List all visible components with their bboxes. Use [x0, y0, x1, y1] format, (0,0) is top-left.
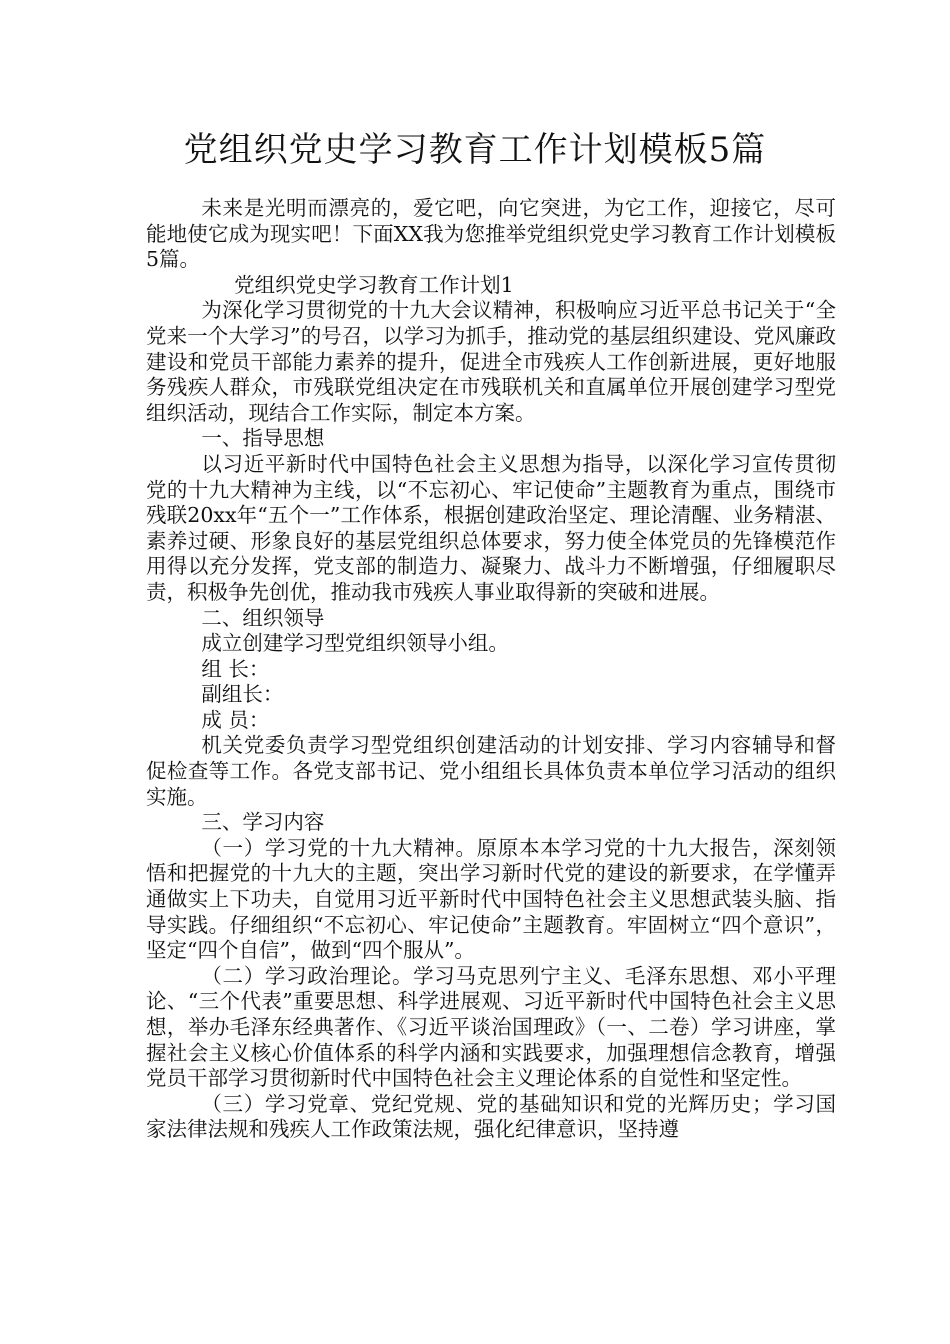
- document-title: 党组织党史学习教育工作计划模板5篇: [183, 130, 767, 170]
- body-paragraph: 一、指导思想: [201, 426, 325, 451]
- body-paragraph: 以习近平新时代中国特色社会主义思想为指导，以深化学习宣传贯彻党的十九大精神为主线，以“不忘初心、牢记使命”主题教育为重点，围绕市残联20xx年“五个一”工作体系，根据创建政治坚定、理论清醒、业务精湛、素养过硬、形象良好的基层党组织总体要求，努力使全体党员的先锋模范作用得以充分发挥，党支部的制造力、凝聚力、战斗力不断增强，仔细履职尽责，积极争先创优，推动我市残疾人事业取得新的突破和进展。: [146, 451, 836, 604]
- body-paragraph: 为深化学习贯彻党的十九大会议精神，积极响应习近平总书记关于“全党来一个大学习”的号召，以学习为抓手，推动党的基层组织建设、党风廉政建设和党员干部能力素养的提升，促进全市残疾人工作创新进展，更好地服务残疾人群众，市残联党组决定在市残联机关和直属单位开展创建学习型党组织活动，现结合工作实际，制定本方案。: [146, 298, 836, 425]
- body-paragraph: 未来是光明而漂亮的，爱它吧，向它突进，为它工作，迎接它，尽可能地使它成为现实吧！下面XX我为您推举党组织党史学习教育工作计划模板5篇。: [146, 196, 836, 272]
- body-paragraph: 成立创建学习型党组织领导小组。: [201, 631, 509, 656]
- body-paragraph: （三）学习党章、党纪党规、党的基础知识和党的光辉历史；学习国家法律法规和残疾人工作政策法规，强化纪律意识，坚持遵: [146, 1091, 836, 1142]
- body-paragraph: 三、学习内容: [201, 810, 325, 835]
- body-paragraph: 副组长：: [201, 682, 284, 707]
- body-paragraph: （一）学习党的十九大精神。原原本本学习党的十九大报告，深刻领悟和把握党的十九大的主题，突出学习新时代党的建设的新要求，在学懂弄通做实上下功夫，自觉用习近平新时代中国特色社会主义思想武装头脑、指导实践。仔细组织“不忘初心、牢记使命”主题教育。牢固树立“四个意识”，坚定“四个自信”，做到“四个服从”。: [146, 835, 836, 963]
- body-paragraph: 成 员：: [201, 707, 270, 732]
- section-subtitle: 党组织党史学习教育工作计划1: [234, 272, 514, 297]
- document-body: [146, 196, 836, 1143]
- body-paragraph: 机关党委负责学习型党组织创建活动的计划安排、学习内容辅导和督促检查等工作。各党支部书记、党小组组长具体负责本单位学习活动的组织实施。: [146, 733, 836, 809]
- body-paragraph: （二）学习政治理论。学习马克思列宁主义、毛泽东思想、邓小平理论、“三个代表”重要思想、科学进展观、习近平新时代中国特色社会主义思想，举办毛泽东经典著作、《习近平谈治国理政》（一、二卷）学习讲座，掌握社会主义核心价值体系的科学内涵和实践要求，加强理想信念教育，增强党员干部学习贯彻新时代中国特色社会主义理论体系的自觉性和坚定性。: [146, 963, 836, 1091]
- body-paragraph: 二、组织领导: [201, 605, 325, 630]
- body-paragraph: 组 长：: [201, 656, 270, 681]
